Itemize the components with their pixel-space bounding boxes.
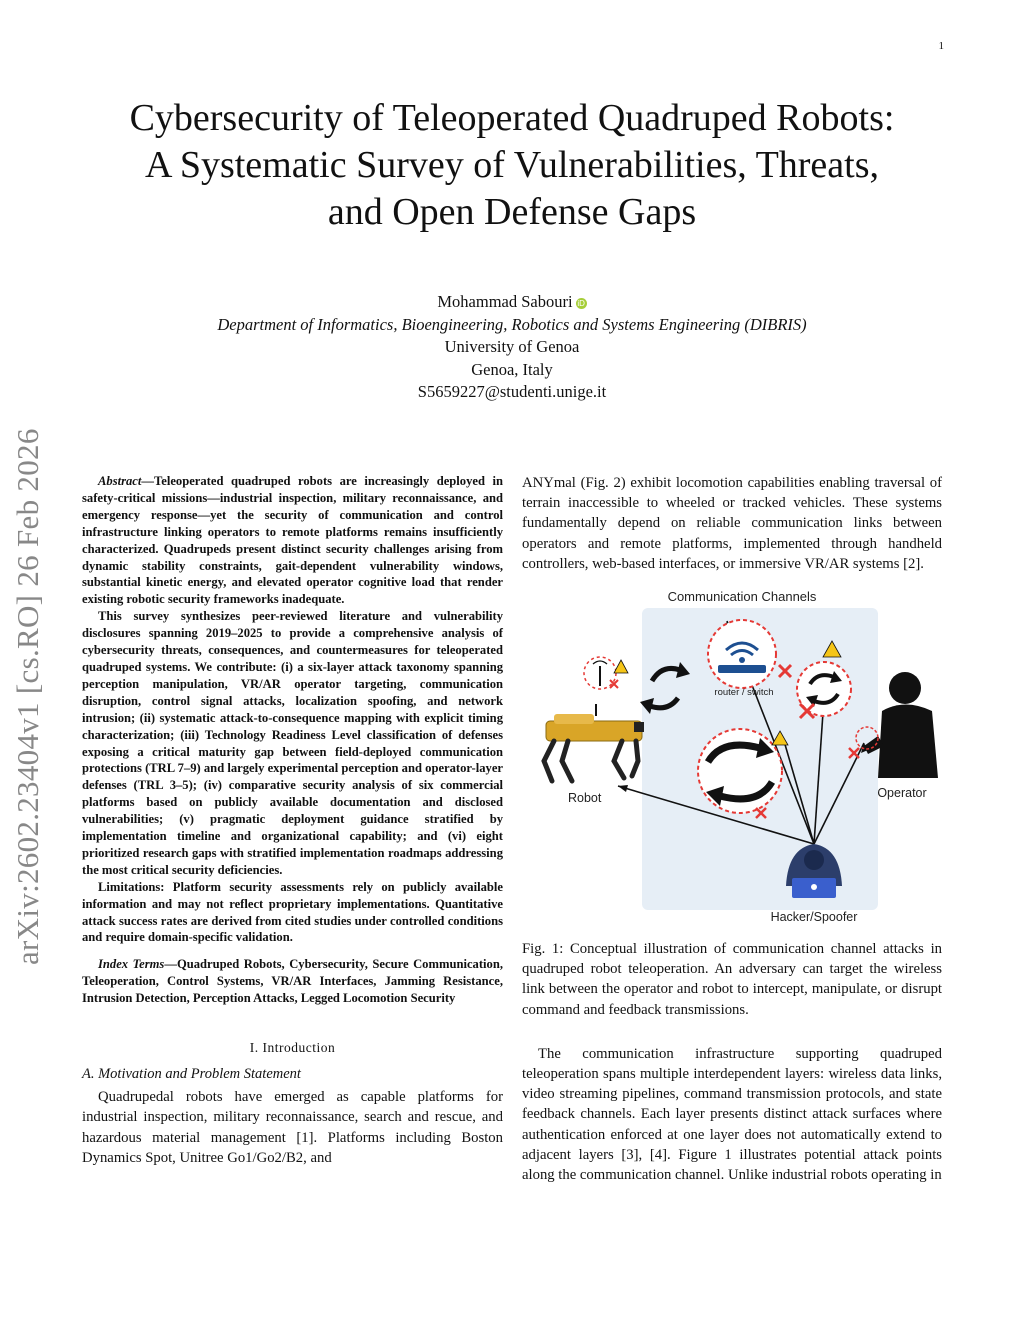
left-column [82,473,503,1168]
right-paragraph-1: ANYmal (Fig. 2) exhibit locomotion capabilities enabling traversal of terrain inaccessible to wheeled or tracked vehicles. These systems fundamentally depend on reliable communication links between operators and remote platforms, implemented through handheld controllers, web-based interfaces, or immersive VR/AR systems [2]. [522,475,942,572]
abstract-paragraph-1 [82,473,503,608]
page-number: 1 [938,40,944,52]
robot-quadruped-icon [544,704,644,781]
author-department: Department of Informatics, Bioengineering, Robotics and Systems Engineering (DIBRIS) [217,314,807,334]
orcid-icon[interactable]: iD [577,299,585,308]
title-line-3: and Open Defense Gaps [327,191,697,233]
author-name-line [80,291,944,314]
title-line-1: Cybersecurity of Teleoperated Quadruped Robots: [129,97,895,139]
warning-icon-robot [614,660,628,673]
title-line-2: A Systematic Survey of Vulnerabilities, Threats, [144,144,880,186]
author-university: University of Genoa [444,337,580,356]
figure-1 [522,586,942,931]
subsection-heading-motivation: A. Motivation and Problem Statement [82,1066,301,1083]
router-circle [708,620,776,688]
arrowhead-robot [618,785,628,792]
figure-title: Communication Channels [667,589,817,605]
router-label: router / switch [714,687,774,699]
abstract-limitations: Limitations: Platform security assessments rely on publicly available information and may not reflect proprietary implementations. Quantitative attack success rates are derived from cited studies under controlled conditions and require domain-specific validation. [82,879,503,945]
intro-paragraph-1: Quadrupedal robots have emerged as capable platforms for industrial inspection, military reconnaissance, search and rescue, and hazardous material management [1]. Platforms including Boston Dynamics Spot, Unitree Go1/Go2/B2, and [82,1089,503,1166]
author-block [80,291,944,404]
author-email[interactable]: S5659227@studenti.unige.it [417,382,607,401]
section-heading-introduction: I. Introduction [249,1040,336,1056]
author-location: Genoa, Italy [471,359,553,379]
abstract-lead: Abstract [98,474,142,488]
figure-1-illustration [522,586,942,931]
arxiv-identifier[interactable]: arXiv:2602.23404v1 [cs.RO] 26 Feb 2026 [10,428,45,965]
router-icon [718,665,766,673]
paper-title [80,95,944,236]
figure-1-caption: Fig. 1: Conceptual illustration of communication channel attacks in quadruped robot teleoperation. An adversary can target the wireless link between the operator and robot to intercept, manipulate, or disrupt command and feedback transmissions. [522,941,942,1018]
hacker-label: Hacker/Spoofer [770,910,858,925]
robot-label: Robot [568,791,602,806]
abstract-text-1: —Teleoperated quadruped robots are increasingly deployed in safety-critical missions—industrial inspection, military reconnaissance, and emergency response—yet the security of communication and control infrastructure linking operators to remote platforms remains insufficiently characterized. Quadrupeds present distinct security challenges arising from dynamic stability constraints, gait-dependent vulnerability windows, substantial kinetic energy, and elevated operator cognitive load that render existing robotic security frameworks inadequate. [82,474,503,607]
index-terms [82,956,503,1007]
operator-label: Operator [877,786,927,801]
paragraph-gap [522,1020,942,1044]
index-terms-text: —Quadruped Robots, Cybersecurity, Secure Communication, Teleoperation, Control Systems, VR/AR Interfaces, Jamming Resistance, Intrusion Detection, Perception Attacks, Legged Locomotion Security [82,957,503,1006]
author-name: Mohammad Sabouri [437,292,573,311]
index-terms-lead: Index Terms [98,957,165,972]
right-column [522,473,942,1185]
abstract-paragraph-2: This survey synthesizes peer-reviewed literature and vulnerability disclosures spanning 2019–2025 to provide a comprehensive analysis of cybersecurity threats, consequences, and countermeasures for teleoperated quadruped systems. We contribute: (i) a six-layer attack taxonomy spanning perception manipulation, VR/AR operator targeting, communication disruption, control signal attacks, localization spoofing, and network intrusion; (ii) systematic attack-to-consequence mapping with explicit timing characterization; (iii) Technology Readiness Level classification of defenses exposing a critical maturity gap between field-deployed communication protections (TRL 7–9) and largely experimental perception and operator-layer defenses (TRL 3–5); (iv) comparative security analysis of six commercial platforms based on publicly available documentation and disclosed vulnerabilities; (v) pragmatic deployment guidance stratified by implementation timeline and organizational capability; and (vi) eight prioritized research gaps with stratified implementation roadmaps addressing the most critical security deficiencies. [82,609,503,877]
wifi-dot [739,657,745,663]
right-paragraph-2: The communication infrastructure supporting quadruped teleoperation spans multiple interdependent layers: wireless data links, video streaming pipelines, command transmission protocols, and state feedback channels. Each layer presents distinct attack surfaces where authentication enforced at one layer does not automatically extend to adjacent layers [3], [4]. Figure 1 illustrates potential attack points along the communication channel. Unlike industrial robots operating in [522,1045,942,1184]
